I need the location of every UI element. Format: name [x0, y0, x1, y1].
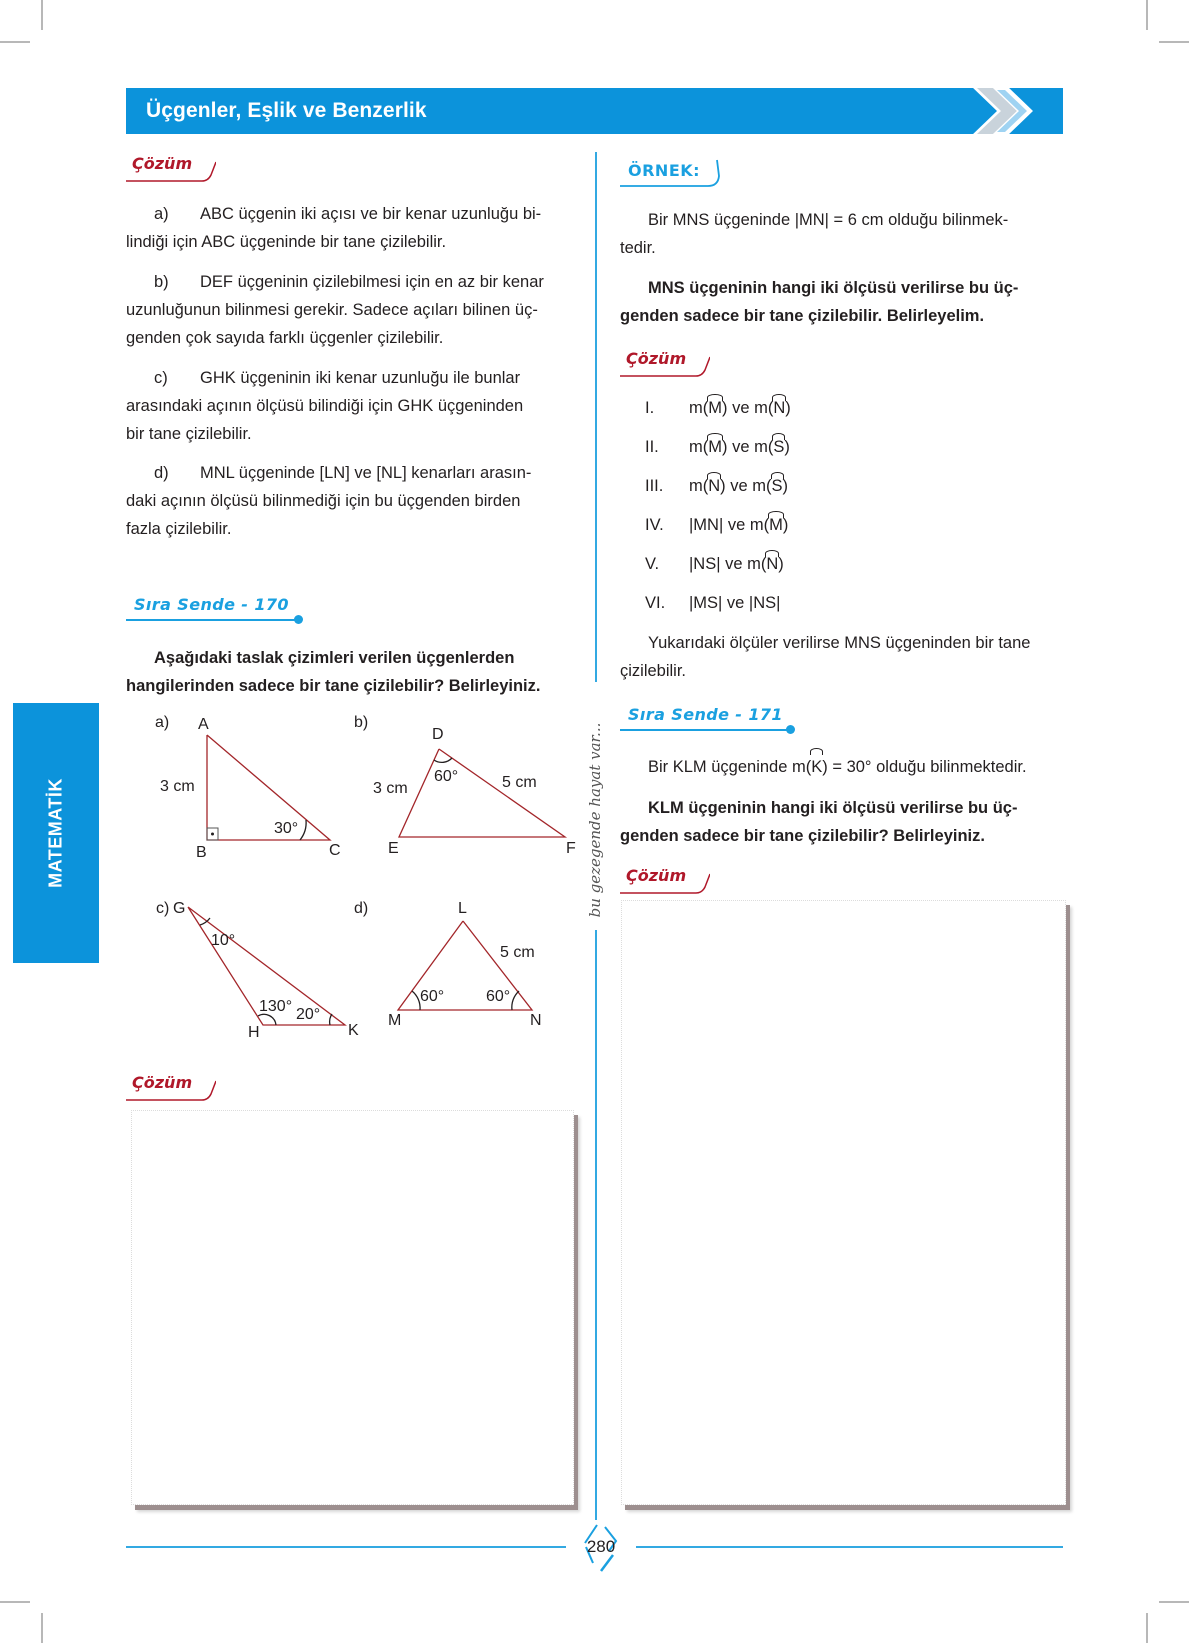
- side-length-label: 5 cm: [502, 774, 537, 791]
- angle-label: 20°: [296, 1006, 321, 1023]
- vertex-label: L: [458, 900, 467, 917]
- solution-item-c: c) GHK üçgeninin iki kenar uzunluğu ile bunlar arasındaki açının ölçüsü bilindiği için GHK üçgeninden bir tane çizilebilir.: [126, 369, 524, 443]
- crop-mark: [1159, 41, 1189, 43]
- footer-line: [126, 1546, 566, 1548]
- option-item: IV. |MN| ve m(M): [645, 516, 789, 534]
- solution-item-b: b) DEF üçgeninin çizilebilmesi için en az bir kenar uzunluğunun bilinmesi gerekir. Sadece açıları bilinen üç- genden çok sayıda farklı üçgenler çizilebilir.: [126, 273, 544, 347]
- chapter-title: Üçgenler, Eşlik ve Benzerlik: [146, 99, 427, 122]
- slogan: bu gezegende hayat var...: [586, 722, 604, 918]
- side-length-label: 3 cm: [160, 778, 195, 795]
- page-number-badge: [571, 1523, 631, 1573]
- solution-item-a: a) ABC üçgenin iki açısı ve bir kenar uzunluğu bi- lindiği için ABC üçgeninde bir tane çizilebilir.: [126, 205, 542, 251]
- subject-label: MATEMATİK: [45, 778, 66, 888]
- double-chevron-icon: [873, 86, 1063, 136]
- vertex-label: K: [348, 1022, 359, 1039]
- vertex-label: B: [196, 844, 207, 861]
- vertex-label: A: [198, 716, 209, 733]
- figure-a-label: a): [155, 714, 170, 731]
- crop-mark: [1146, 0, 1148, 30]
- angle-label: 30°: [274, 820, 299, 837]
- crop-mark: [1146, 1613, 1148, 1643]
- solution-heading: Çözüm: [126, 154, 216, 184]
- example-conclusion: Yukarıdaki ölçüler verilirse MNS üçgeninden bir tane çizilebilir.: [620, 634, 1031, 680]
- vertex-label: M: [388, 1012, 402, 1029]
- crop-mark: [0, 1601, 30, 1603]
- vertex-label: C: [329, 842, 341, 859]
- vertex-label: H: [248, 1024, 260, 1041]
- footer-line: [636, 1546, 1063, 1548]
- option-item: II. m(M) ve m(S): [645, 438, 790, 456]
- figure-b-label: b): [354, 714, 369, 731]
- angle-label: 60°: [434, 768, 459, 785]
- exercise-question-171: KLM üçgeninin hangi iki ölçüsü verilirse bu üç- genden sadece bir tane çizilebilir? Belirleyiniz.: [620, 799, 1018, 845]
- vertex-label: D: [432, 726, 444, 743]
- vertex-label: E: [388, 840, 399, 857]
- option-item: I. m(M) ve m(N): [645, 399, 791, 417]
- figure-c-label: c): [156, 900, 170, 917]
- exercise-given-171: Bir KLM üçgeninde m(K) = 30° olduğu bilinmektedir.: [620, 753, 1063, 781]
- example-given: Bir MNS üçgeninde |MN| = 6 cm olduğu bilinmek- tedir.: [620, 211, 1009, 257]
- exercise-heading-171: Sıra Sende - 171: [620, 705, 800, 739]
- side-length-label: 3 cm: [373, 780, 408, 797]
- angle-label: 60°: [486, 988, 511, 1005]
- angle-label: 60°: [420, 988, 445, 1005]
- side-length-label: 5 cm: [500, 944, 535, 961]
- angle-label: 10°: [211, 932, 236, 949]
- answer-box-left[interactable]: [131, 1110, 574, 1505]
- vertex-label: N: [530, 1012, 542, 1029]
- crop-mark: [41, 1613, 43, 1643]
- page-number: 280: [586, 1537, 616, 1556]
- solution-item-d: d) MNL üçgeninde [LN] ve [NL] kenarları arasın- daki açının ölçüsü bilinmediği için bu üçgenden birden fazla çizilebilir.: [126, 464, 532, 538]
- answer-box-right[interactable]: [621, 900, 1066, 1505]
- triangle-figures: [0, 0, 600, 1060]
- vertex-label: F: [566, 840, 576, 857]
- figure-d-label: d): [354, 900, 369, 917]
- option-item: VI. |MS| ve |NS|: [645, 594, 781, 612]
- example-question: MNS üçgeninin hangi iki ölçüsü verilirse bu üç- genden sadece bir tane çizilebilir. Belirleyelim.: [620, 279, 1019, 325]
- answer-heading: Çözüm: [126, 1073, 216, 1103]
- solution-heading: Çözüm: [620, 349, 710, 379]
- crop-mark: [1159, 1601, 1189, 1603]
- exercise-question-170: Aşağıdaki taslak çizimleri verilen üçgenlerden hangilerinden sadece bir tane çizilebilir? Belirleyiniz.: [126, 649, 541, 695]
- answer-heading: Çözüm: [620, 866, 710, 896]
- exercise-heading-170: Sıra Sende - 170: [126, 595, 306, 629]
- option-item: III. m(N) ve m(S): [645, 477, 789, 495]
- vertex-label: G: [173, 900, 186, 917]
- angle-label: 130°: [259, 998, 293, 1015]
- option-item: V. |NS| ve m(N): [645, 555, 784, 573]
- example-heading: ÖRNEK:: [620, 158, 730, 190]
